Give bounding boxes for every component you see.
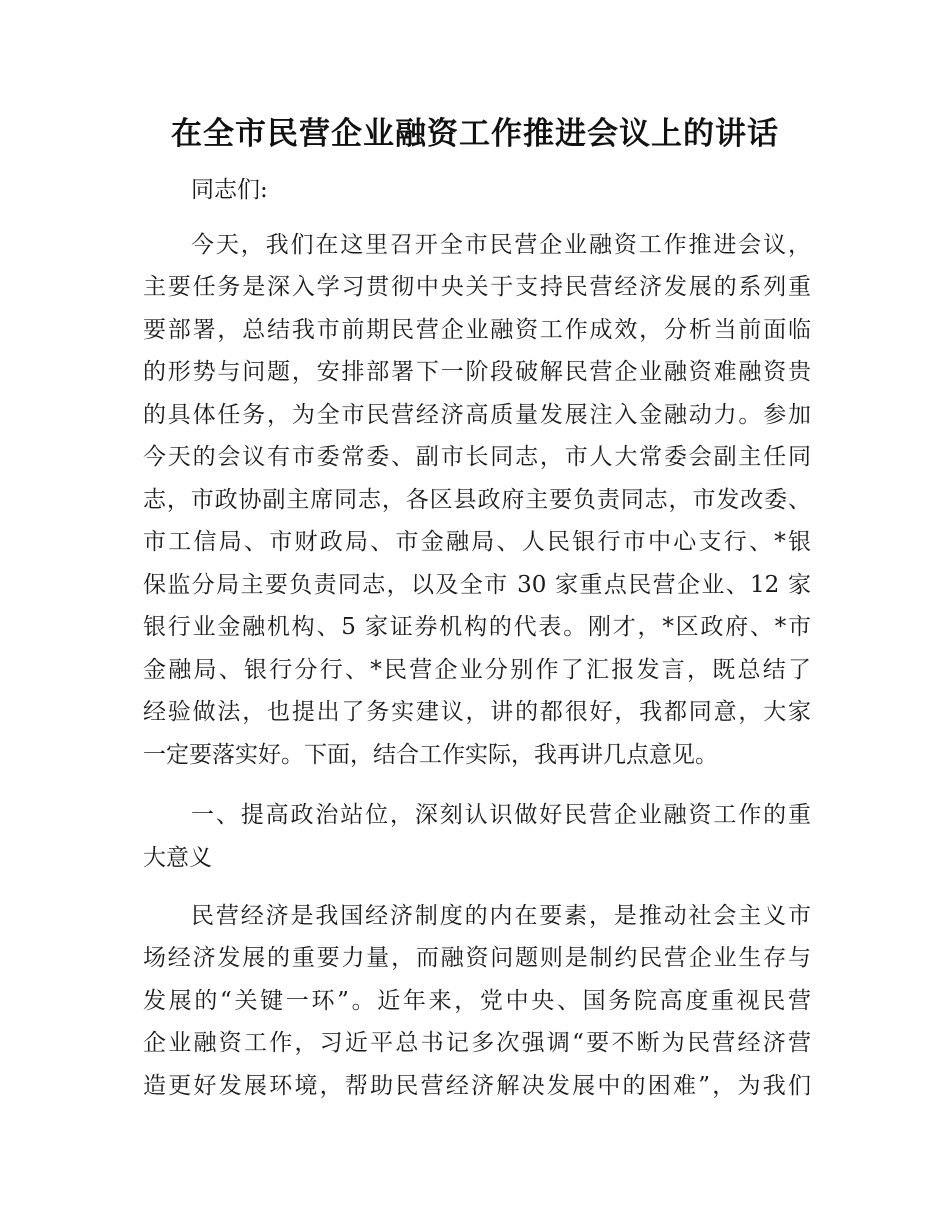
paragraph-line: 银行业金融机构、5 家证券机构的代表。刚才，*区政府、*市	[143, 614, 811, 640]
paragraph-line: 造更好发展环境，帮助民营经济解决发展中的困难”，为我们	[143, 1073, 811, 1099]
paragraph-line: 保监分局主要负责同志，以及全市 30 家重点民营企业、12 家	[143, 572, 811, 598]
section-heading-line: 一、提高政治站位，深刻认识做好民营企业融资工作的重	[191, 802, 811, 828]
salutation: 同志们:	[191, 177, 268, 203]
paragraph-line: 要部署，总结我市前期民营企业融资工作成效，分析当前面临	[143, 317, 811, 343]
paragraph-line: 主要任务是深入学习贯彻中央关于支持民营经济发展的系列重	[143, 274, 811, 300]
paragraph-line: 企业融资工作，习近平总书记多次强调“要不断为民营经济营	[143, 1030, 811, 1056]
section-heading-line: 大意义	[143, 845, 212, 871]
paragraph-line: 市工信局、市财政局、市金融局、人民银行市中心支行、*银	[143, 529, 811, 555]
paragraph-line: 经验做法，也提出了务实建议，讲的都很好，我都同意，大家	[143, 699, 811, 725]
paragraph-line: 今天，我们在这里召开全市民营企业融资工作推进会议，	[191, 232, 811, 258]
paragraph-line: 金融局、银行分行、*民营企业分别作了汇报发言，既总结了	[143, 657, 811, 683]
paragraph-line: 场经济发展的重要力量，而融资问题则是制约民营企业生存与	[143, 945, 811, 971]
paragraph-line: 今天的会议有市委常委、副市长同志，市人大常委会副主任同	[143, 444, 811, 470]
paragraph-line: 的形势与问题，安排部署下一阶段破解民营企业融资难融资贵	[143, 359, 811, 385]
paragraph-line: 一定要落实好。下面，结合工作实际，我再讲几点意见。	[143, 742, 718, 768]
paragraph-line: 的具体任务，为全市民营经济高质量发展注入金融动力。参加	[143, 402, 811, 428]
paragraph-line: 志，市政协副主席同志，各区县政府主要负责同志，市发改委、	[143, 487, 811, 513]
paragraph-line: 民营经济是我国经济制度的内在要素，是推动社会主义市	[191, 903, 811, 929]
paragraph-line: 发展的“关键一环”。近年来，党中央、国务院高度重视民营	[143, 988, 811, 1014]
document-title: 在全市民营企业融资工作推进会议上的讲话	[171, 116, 779, 152]
